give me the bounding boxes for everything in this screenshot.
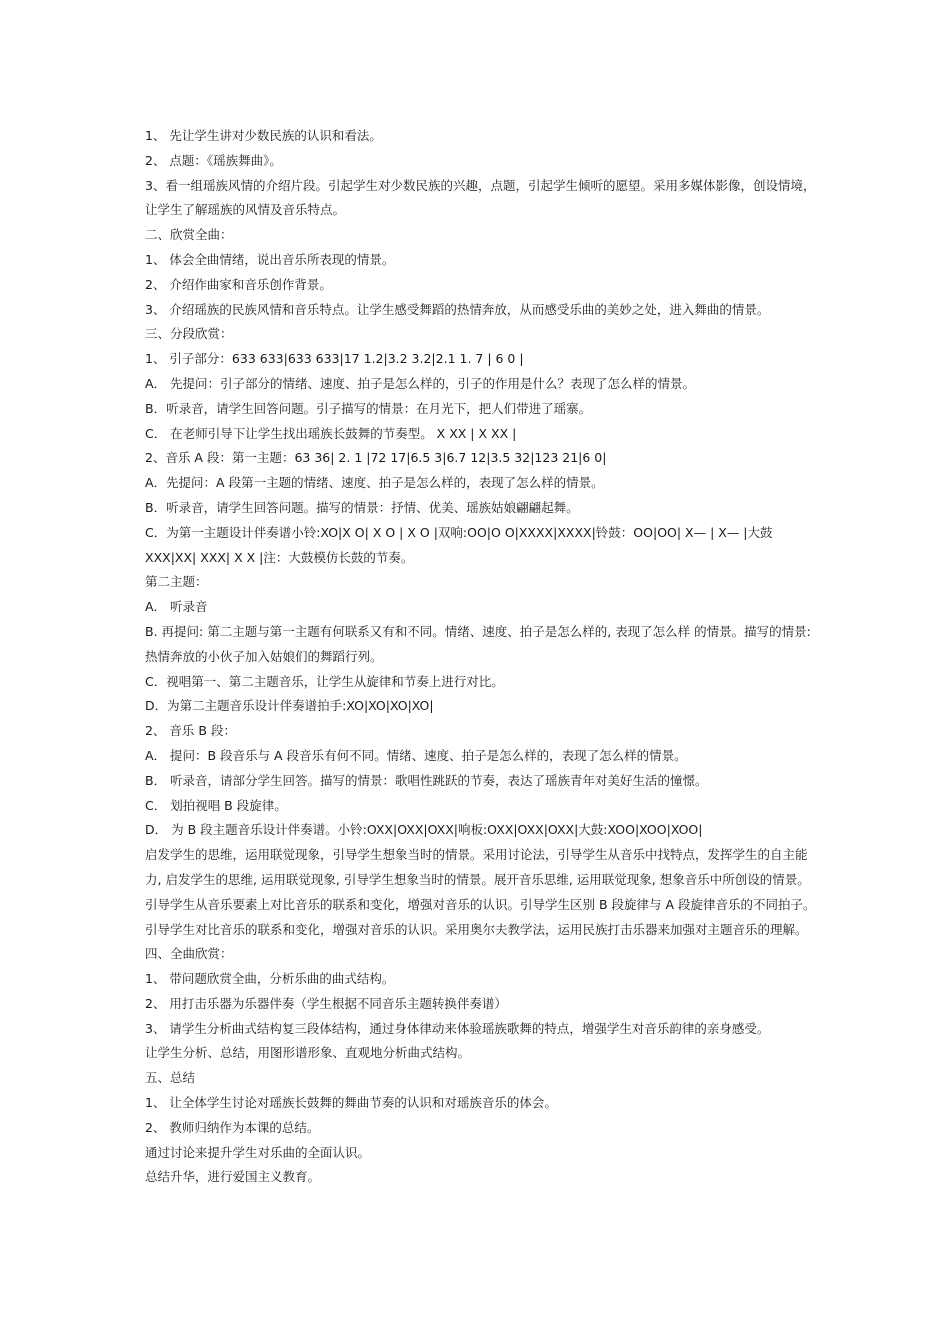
text-line: A．先提问：A 段第一主题的情绪、速度、拍子是怎么样的，表现了怎么样的情景。 [145,475,604,491]
text-line: D．为第二主题音乐设计伴奏谱拍手:XO|XO|XO|XO| [145,698,434,714]
text-line: B．听录音，请学生回答问题。描写的情景：抒情、优美、瑶族姑娘翩翩起舞。 [145,499,579,515]
section-heading: 三、分段欣赏： [145,326,233,342]
text-line: B. 再提问: 第二主题与第一主题有何联系又有和不同。情绪、速度、拍子是怎么样的, 表现了怎么样 的情景。描写的情景: [145,623,811,639]
text-line: C．视唱第一、第二主题音乐，让学生从旋律和节奏上进行对比。 [145,673,504,689]
text-line: C． 划拍视唱 B 段旋律。 [145,797,287,813]
section-heading: 四、全曲欣赏： [145,946,233,962]
text-line: B． 听录音，请部分学生回答。描写的情景：歌唱性跳跃的节奏，表达了瑶族青年对美好生活的憧憬。 [145,772,708,788]
text-line: XXX|XX| XXX| X X |注：大鼓模仿长鼓的节奏。 [145,549,414,565]
text-line: 3、 介绍瑶族的民族风情和音乐特点。让学生感受舞蹈的热情奔放，从而感受乐曲的美妙之处，进入舞曲的情景。 [145,301,770,317]
text-line: 1、 带问题欣赏全曲，分析乐曲的曲式结构。 [145,971,395,987]
text-line: 1、 体会全曲情绪，说出音乐所表现的情景。 [145,251,395,267]
text-line: 让学生分析、总结，用图形谱形象、直观地分析曲式结构。 [145,1045,471,1061]
document-body [145,124,825,1190]
text-line: 2、 教师归纳作为本课的总结。 [145,1119,320,1135]
text-line: 1、 让全体学生讨论对瑶族长鼓舞的舞曲节奏的认识和对瑶族音乐的体会。 [145,1095,557,1111]
section-heading: 二、欣赏全曲： [145,227,233,243]
text-line: 1、 先让学生讲对少数民族的认识和看法。 [145,128,382,143]
section-heading: 五、总结 [145,1070,196,1086]
text-line: C．为第一主题设计伴奏谱小铃:XO|X O| X O | X O |双响:OO|O O|XXXX|XXXX|铃鼓：OO|OO| X— | X— |大鼓 [145,524,773,540]
text-line: A． 提问：B 段音乐与 A 段音乐有何不同。情绪、速度、拍子是怎么样的，表现了怎么样的情景。 [145,747,687,763]
text-line: 2、 用打击乐器为乐器伴奏（学生根据不同音乐主题转换伴奏谱） [145,995,507,1011]
text-line: 启发学生的思维，运用联觉现象，引导学生想象当时的情景。采用讨论法，引导学生从音乐中找特点，发挥学生的自主能 [145,847,808,863]
text-line: A． 先提问：引子部分的情绪、速度、拍子是怎么样的，引子的作用是什么？表现了怎么样的情景。 [145,375,696,391]
text-line: 2、音乐 A 段：第一主题：63 36| 2. 1 |72 17|6.5 3|6.7 12|3.5 32|123 21|6 0| [145,450,607,466]
text-line: 力, 启发学生的思维, 运用联觉现象, 引导学生想象当时的情景。展开音乐思维, 运用联觉现象, 想象音乐中所创设的情景。 [145,871,810,887]
text-line: 总结升华，进行爱国主义教育。 [145,1169,321,1185]
text-line: 让学生了解瑶族的风情及音乐特点。 [145,202,346,218]
section-heading: 第二主题： [145,574,208,590]
text-line: B．听录音，请学生回答问题。引子描写的情景：在月光下，把人们带进了瑶寨。 [145,400,592,416]
text-line: C． 在老师引导下让学生找出瑶族长鼓舞的节奏型。 X XX | X XX | [145,425,517,441]
text-line: 引导学生对比音乐的联系和变化，增强对音乐的认识。采用奥尔夫教学法，运用民族打击乐器来加强对主题音乐的理解。 [145,921,808,937]
text-line: 引导学生从音乐要素上对比音乐的联系和变化，增强对音乐的认识。引导学生区别 B 段旋律与 A 段旋律音乐的不同拍子。 [145,896,816,912]
text-line: 2、 点题：《瑶族舞曲》。 [145,152,282,168]
section-heading: 2、 音乐 B 段： [145,723,236,739]
text-line: 3、 请学生分析曲式结构复三段体结构，通过身体律动来体验瑶族歌舞的特点，增强学生对音乐韵律的亲身感受。 [145,1020,770,1036]
text-line: 1、 引子部分：633 633|633 633|17 1.2|3.2 3.2|2.1 1. 7 | 6 0 | [145,351,524,367]
text-line: 通过讨论来提升学生对乐曲的全面认识。 [145,1144,371,1160]
text-line: 热情奔放的小伙子加入姑娘们的舞蹈行列。 [145,648,383,664]
text-line: D． 为 B 段主题音乐设计伴奏谱。小铃:OXX|OXX|OXX|响板:OXX|OXX|OXX|大鼓:XOO|XOO|XOO| [145,822,703,838]
text-line: 3、看一组瑶族风情的介绍片段。引起学生对少数民族的兴趣，点题，引起学生倾听的愿望。采用多媒体影像，创设情境， [145,177,816,193]
text-line: A． 听录音 [145,599,208,615]
text-line: 2、 介绍作曲家和音乐创作背景。 [145,276,332,292]
